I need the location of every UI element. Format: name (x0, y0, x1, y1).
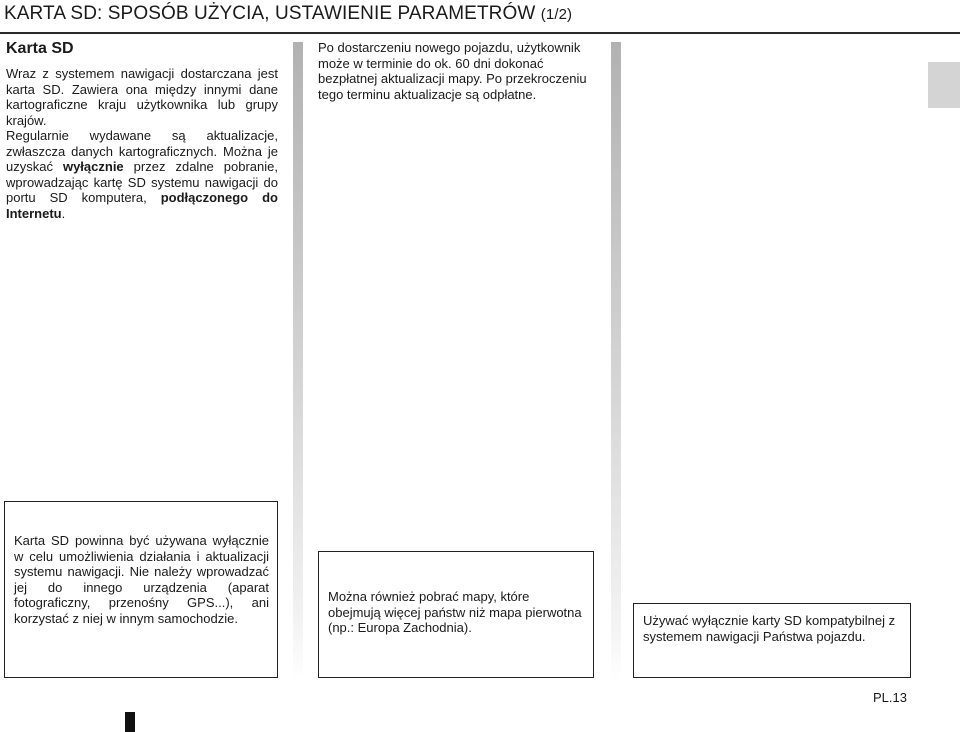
chapter-side-tab (928, 62, 960, 108)
page-title-text: KARTA SD: SPOSÓB UŻYCIA, USTAWIENIE PARAMETRÓW (4, 3, 536, 24)
page-number: PL.13 (873, 690, 907, 705)
intro-p2-emphasis-internet: podłączonego do Internetu (6, 190, 278, 221)
intro-text (6, 66, 278, 221)
note-box-download-maps (318, 551, 594, 678)
column-divider-1 (293, 42, 303, 682)
page-title (4, 3, 572, 25)
intro-paragraph-1: Wraz z systemem nawigacji dostarczana jest karta SD. Zawiera ona między innymi dane kartograficzne kraju użytkownika lub grupy krajów. (6, 66, 278, 128)
print-marker (125, 712, 135, 732)
note-box-sd-usage (4, 501, 278, 678)
intro-paragraph-2 (6, 128, 278, 221)
column-divider-2 (611, 42, 621, 682)
intro-p2-text-start: Regularnie wydawane są aktualizacje, zwłaszcza danych kartograficznych. Można je uzyskać (6, 128, 278, 174)
header-rule (0, 32, 960, 34)
note-text: Można również pobrać mapy, które obejmują więcej państw niż mapa pierwotna (np.: Europa Zachodnia). (328, 589, 582, 635)
intro-p2-text-end: . (61, 205, 66, 221)
page-part-indicator: (1/2) (540, 6, 573, 23)
note-text: Używać wyłącznie karty SD kompatybilnej z systemem nawigacji Państwa pojazdu. (643, 613, 896, 644)
intro-p2-text-middle: przez zdalne pobranie, wprowadzając kartę SD systemu nawigacji do portu SD komputera, (6, 159, 278, 205)
column-2-text: Po dostarczeniu nowego pojazdu, użytkownik może w terminie do ok. 60 dni dokonać bezpłatnej aktualizacji mapy. Po przekroczeniu tego terminu aktualizacje są odpłatne. (318, 40, 587, 102)
intro-p2-emphasis-exclusively: wyłącznie (62, 159, 124, 174)
note-box-compatible-card (633, 603, 911, 678)
section-heading: Karta SD (6, 40, 74, 57)
note-text: Karta SD powinna być używana wyłącznie w celu umożliwienia działania i aktualizacji systemu nawigacji. Nie należy wprowadzać jej do innego urządzenia (aparat fotograficzny, przenośny GPS...), ani korzystać z niej w innym samochodzie. (14, 533, 269, 626)
